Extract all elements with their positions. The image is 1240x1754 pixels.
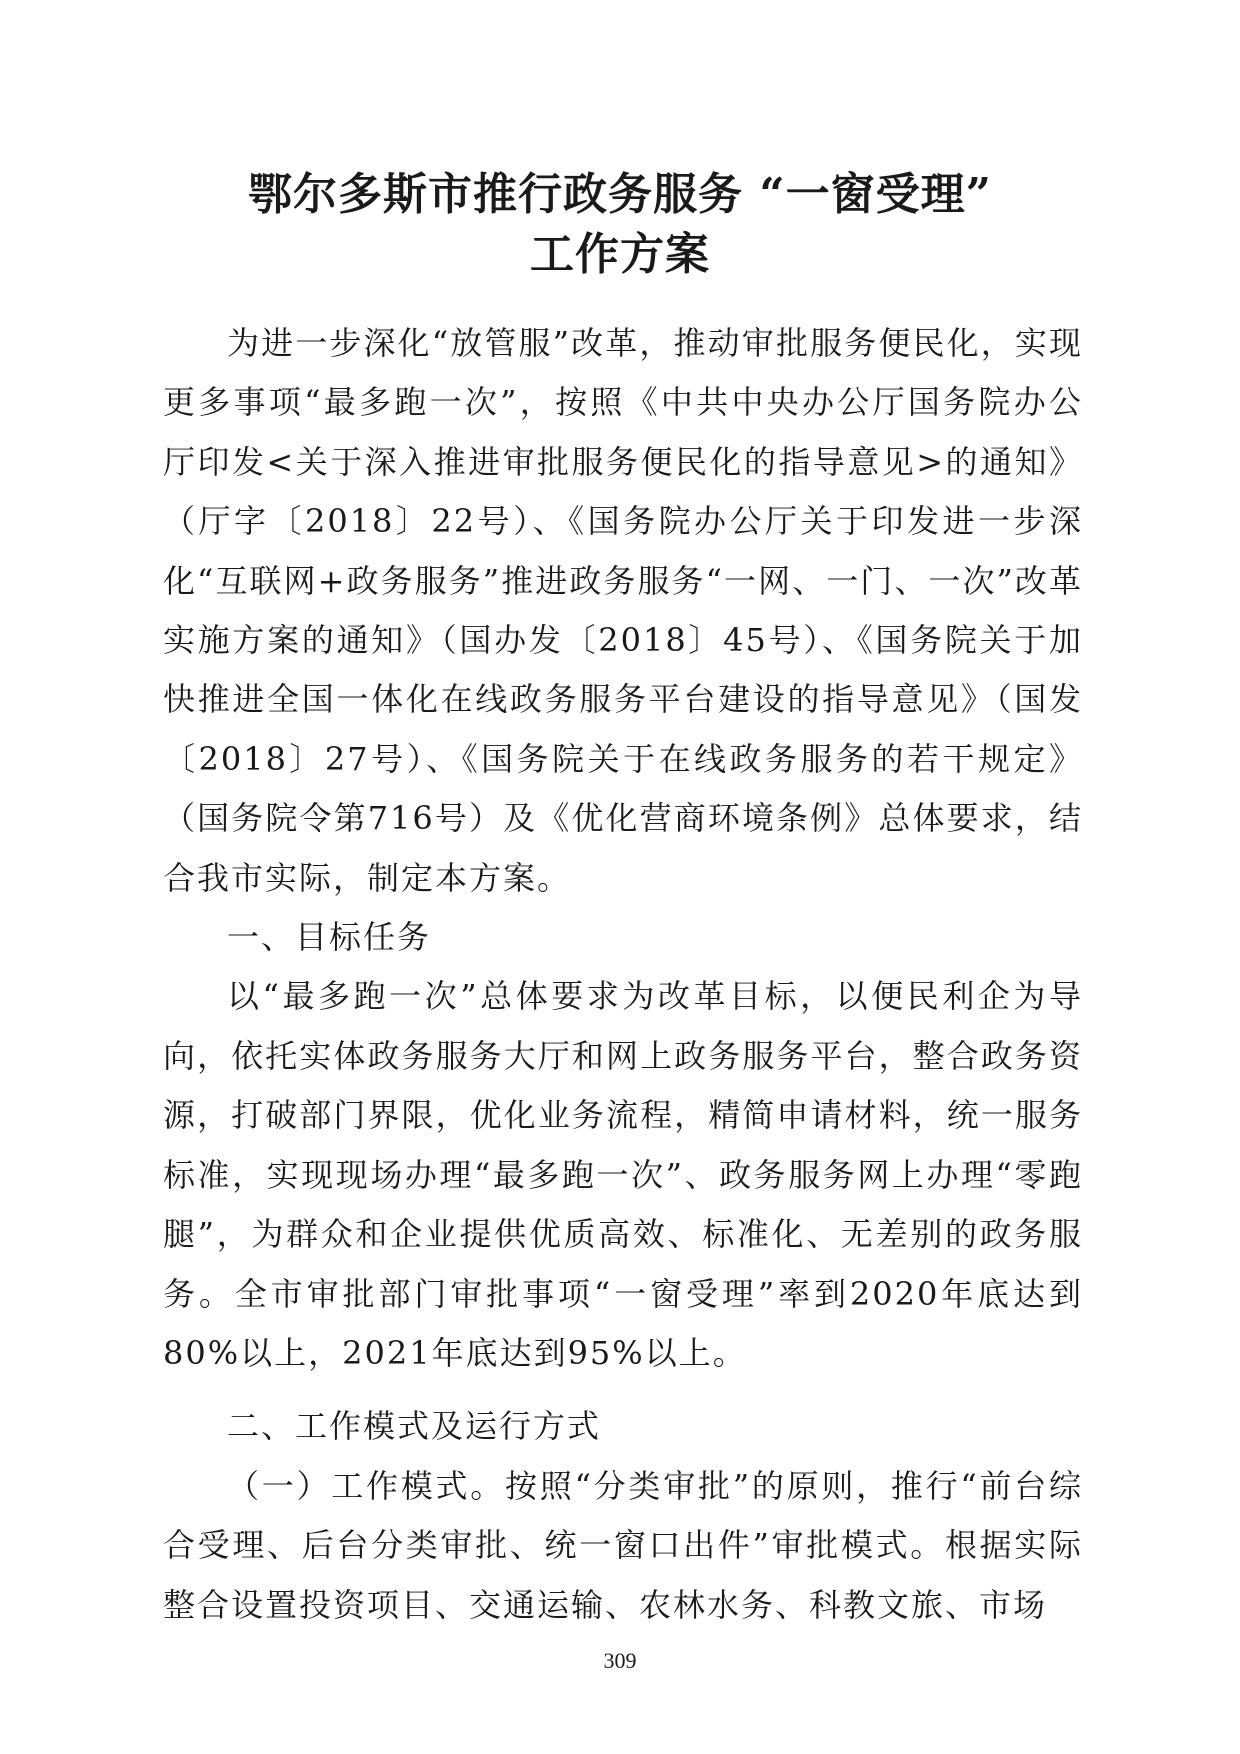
document-title-line-1: 鄂尔多斯市推行政务服务 “一窗受理”: [248, 169, 992, 220]
document-body: [163, 314, 1083, 1635]
working-mode-paragraph: （一）工作模式。按照“分类审批”的原则，推行“前台综合受理、后台分类审批、统一窗口出件”审批模式。根据实际整合设置投资项目、交通运输、农林水务、科教文旅、市场: [163, 1466, 1083, 1624]
goals-paragraph: 以“最多跑一次”总体要求为改革目标，以便民利企为导向，依托实体政务服务大厅和网上政务服务平台，整合政务资源，打破部门界限，优化业务流程，精简申请材料，统一服务标准，实现现场办理“最多跑一次”、政务服务网上办理“零跑腿”，为群众和企业提供优质高效、标准化、无差别的政务服务。全市审批部门审批事项“一窗受理”率到2020年底达到80%以上，2021年底达到95%以上。: [163, 977, 1083, 1372]
intro-paragraph: 为进一步深化“放管服”改革，推动审批服务便民化，实现更多事项“最多跑一次”，按照《中共中央办公厅国务院办公厅印发<关于深入推进审批服务便民化的指导意见>的通知》（厅字〔2018〕22号）、《国务院办公厅关于印发进一步深化“互联网+政务服务”推进政务服务“一网、一门、一次”改革实施方案的通知》（国办发〔2018〕45号）、《国务院关于加快推进全国一体化在线政务服务平台建设的指导意见》（国发〔2018〕27号）、《国务院关于在线政务服务的若干规定》（国务院令第716号）及《优化营商环境条例》总体要求，结合我市实际，制定本方案。: [163, 324, 1083, 897]
section-heading-working-mode: 二、工作模式及运行方式: [227, 1407, 602, 1446]
section-heading-goals: 一、目标任务: [227, 918, 432, 957]
page-number: 309: [603, 1648, 637, 1673]
document-title-line-2: 工作方案: [530, 229, 710, 280]
